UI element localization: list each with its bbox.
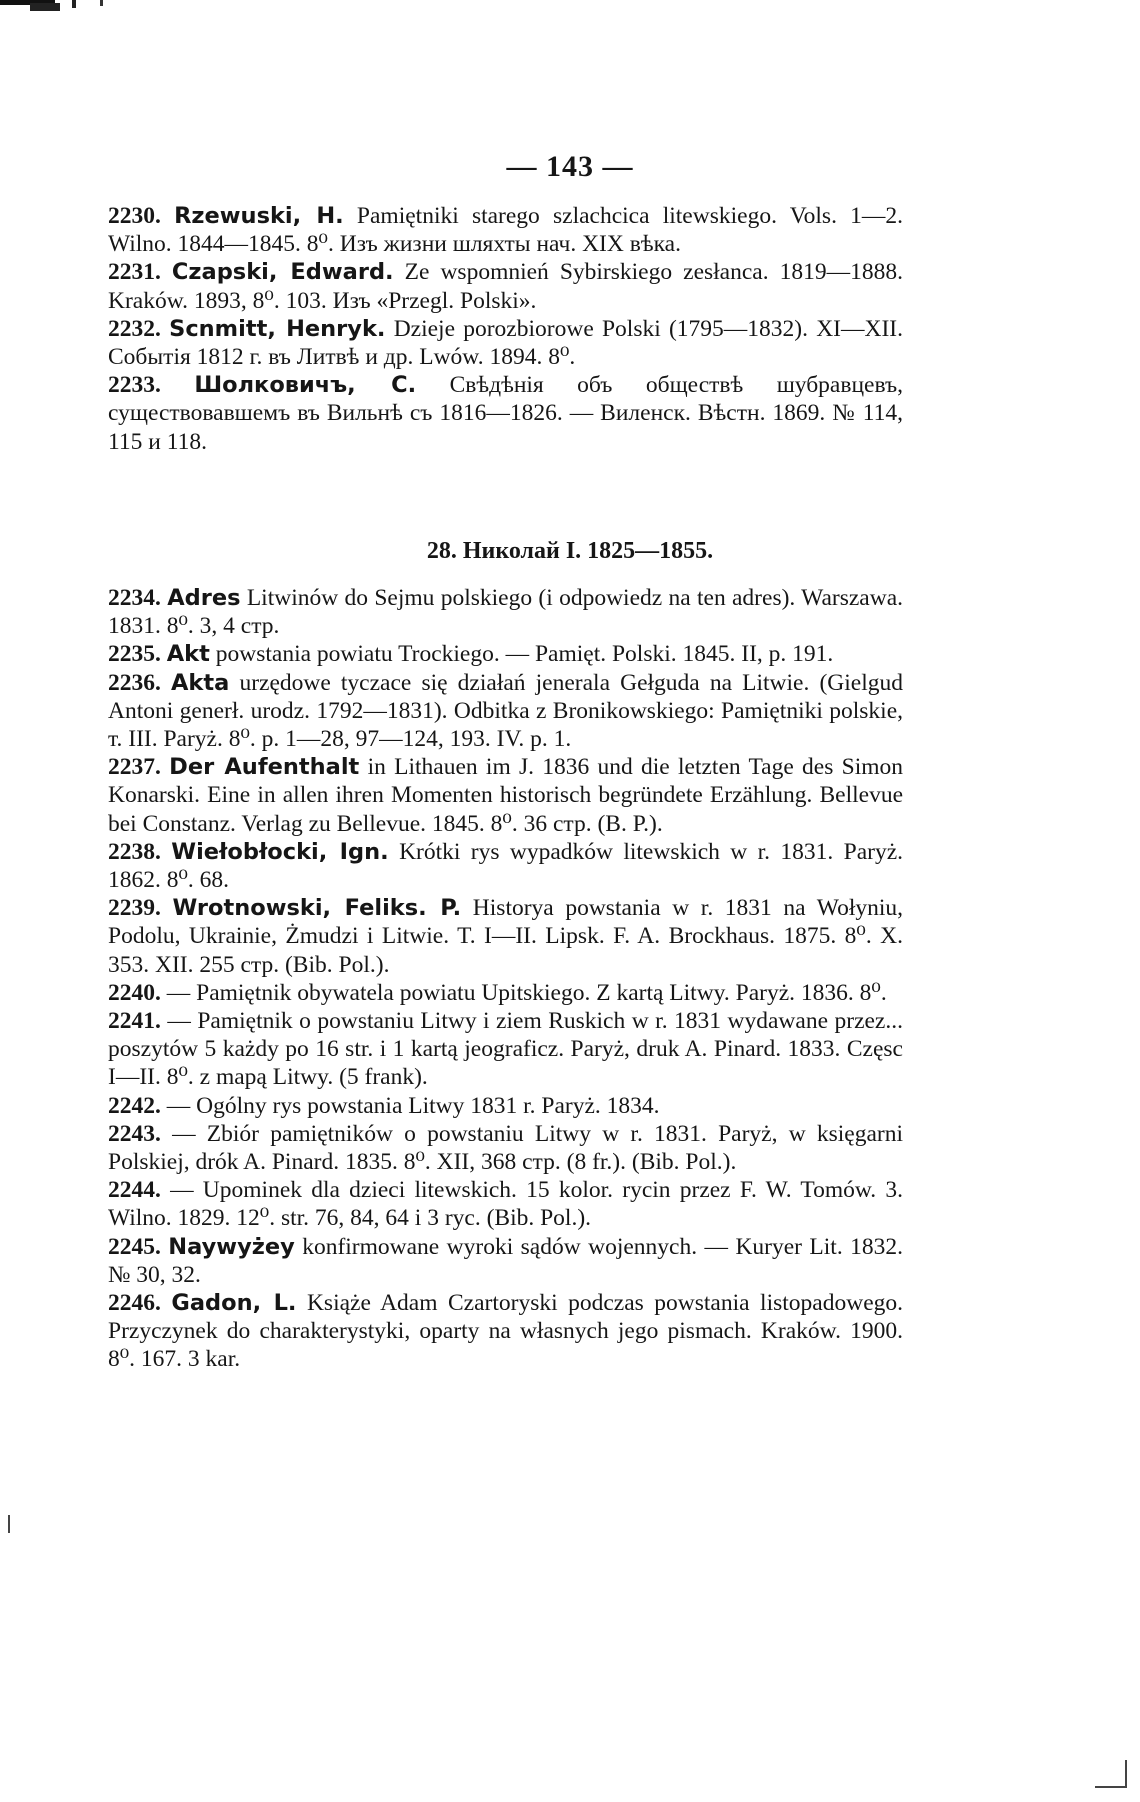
entry-author: Naywyżey <box>168 1233 295 1260</box>
entry-number: 2235. <box>108 641 161 668</box>
entry-number: 2241. <box>108 1008 161 1035</box>
entry-text: powstania powiatu Trockiego. — Pamięt. Polski. 1845. II, p. 191. <box>215 641 834 668</box>
entry-text: Ze wspomnień Sybirskiego zesłanca. 1819—1888. Kraków. 1893, 8⁰. 103. Изъ «Przegl. Polski». <box>108 259 904 314</box>
entry <box>108 640 903 668</box>
entry <box>108 1007 903 1092</box>
entry-text: Litwinów do Sejmu polskiego (i odpowiedz na ten adres). Warszawa. 1831. 8⁰. 3, 4 стр. <box>108 585 904 640</box>
entry-author: Gadon, L. <box>171 1290 297 1317</box>
entry-text: — Pamiętnik o powstaniu Litwy i ziem Ruskich w r. 1831 wydawane przez... poszytów 5 każdy po 16 str. i 1 kartą jeograficz. Paryż, druk A. Pinard. 1833. Częsc I—II. 8⁰. z mapą Litwy. (5 frank). <box>108 1008 903 1091</box>
entry-number: 2238. <box>108 838 161 865</box>
entry-author: Rzewuski, H. <box>174 203 344 229</box>
margin-tick-bottom <box>1095 1786 1125 1788</box>
entry-author: Akta <box>171 669 230 696</box>
entry-number: 2244. <box>108 1177 161 1204</box>
entry-number: 2232. <box>108 315 161 342</box>
entry-author: Scnmitt, Henryk. <box>169 315 386 342</box>
entry <box>108 1289 903 1374</box>
entry-number: 2236. <box>108 669 161 696</box>
entry-number: 2240. <box>108 979 161 1006</box>
entry-number: 2231. <box>108 259 161 286</box>
margin-tick-left <box>8 1515 10 1533</box>
entry-number: 2243. <box>108 1120 161 1147</box>
entry-number: 2246. <box>108 1290 161 1317</box>
entry-number: 2230. <box>108 203 161 229</box>
entries-before <box>108 202 903 456</box>
margin-tick-right <box>1125 1760 1127 1788</box>
entry-text: Свѣдѣнія объ обществѣ шубравцевъ, существовавшемъ въ Вильнѣ съ 1816—1826. — Виленск. Вѣстн. 1869. № 114, 115 и 118. <box>108 372 904 455</box>
entry <box>108 371 903 456</box>
entry <box>108 838 903 894</box>
entry-number: 2245. <box>108 1233 161 1260</box>
entry <box>108 894 903 979</box>
entry-text: — Upominek dla dzieci litewskich. 15 kolor. rycin przez F. W. Tomów. 3. Wilno. 1829. 12⁰. str. 76, 84, 64 i 3 ryc. (Bib. Pol.). <box>108 1177 904 1232</box>
entry-author: Wrotnowski, Feliks. P. <box>172 895 462 922</box>
entry-text: urzędowe tyczace się działań jenerala Gełguda na Litwie. (Gielgud Antoni generł. urodz. 1792—1831). Odbitka z Bronikowskiego: Pamiętniki polskie, т. III. Paryż. 8⁰. p. 1—28, 97—124, 193. IV. p. 1. <box>108 669 904 753</box>
entry-text: — Zbiór pamiętników o powstaniu Litwy w r. 1831. Paryż, w księgarni Polskiej, drók A. Pinard. 1835. 8⁰. XII, 368 стр. (8 fr.). (Bib. Pol.). <box>108 1120 904 1176</box>
entry-number: 2239. <box>108 895 161 922</box>
entry-author: Wiełobłocki, Ign. <box>171 838 389 865</box>
entry-author: Czapski, Edward. <box>171 259 394 286</box>
entry-number: 2237. <box>108 754 161 781</box>
entry <box>108 1092 903 1120</box>
entries-after <box>108 584 903 1374</box>
entry <box>108 753 903 838</box>
entry <box>108 1233 903 1289</box>
entry <box>108 669 903 754</box>
entry <box>108 258 903 314</box>
entry <box>108 202 903 258</box>
entry-text: — Ogólny rys powstania Litwy 1831 r. Paryż. 1834. <box>166 1092 660 1119</box>
entry-number: 2242. <box>108 1092 161 1119</box>
entry-author: Der Aufenthalt <box>169 754 360 781</box>
entry-text: Historya powstania w r. 1831 na Wołyniu, Podolu, Ukrainie, Żmudzi i Litwie. T. I—II. Lipsk. F. A. Brockhaus. 1875. 8⁰. X. 353. XII. 255 стр. (Bib. Pol.). <box>108 895 904 978</box>
entry-author: Akt <box>166 641 210 668</box>
entry <box>108 315 903 371</box>
entry-text: — Pamiętnik obywatela powiatu Upitskiego. Z kartą Litwy. Paryż. 1836. 8⁰. <box>166 979 887 1006</box>
section-heading: 28. Николай I. 1825—1855. <box>426 538 714 564</box>
entry-text: Dzieje porozbiorowe Polski (1795—1832). XI—XII. Событія 1812 г. въ Литвѣ и др. Lwów. 1894. 8⁰. <box>108 315 904 371</box>
entry-text: Pamiętniki starego szlachcica litewskiego. Vols. 1—2. Wilno. 1844—1845. 8⁰. Изъ жизни шляхты нач. XIX вѣка. <box>108 203 904 258</box>
entry-author: Adres <box>167 585 241 611</box>
entry <box>108 979 903 1007</box>
entry-text: Krótki rys wypadków litewskich w r. 1831. Paryż. 1862. 8⁰. 68. <box>108 838 904 894</box>
entry-author: Шолковичъ, С. <box>194 372 417 399</box>
entry-number: 2234. <box>108 585 161 611</box>
scan-artifact-mark <box>0 0 120 14</box>
entry-text: in Lithauen im J. 1836 und die letzten Tage des Simon Konarski. Eine in allen ihren Momenten historisch begründete Erzählung. Bellevue bei Constanz. Verlag zu Bellevue. 1845. 8⁰. 36 стр. (B. P.). <box>108 754 904 837</box>
entry <box>108 584 903 640</box>
page-number: — 143 — <box>506 150 634 183</box>
entry-number: 2233. <box>108 372 161 399</box>
entry-text: Książe Adam Czartoryski podczas powstania listopadowego. Przyczynek do charakterystyki, oparty na własnych jego pismach. Kraków. 1900. 8⁰. 167. 3 kar. <box>108 1290 903 1373</box>
entry <box>108 1120 903 1176</box>
entry <box>108 1176 903 1232</box>
entry-text: konfirmowane wyroki sądów wojennych. — Kuryer Lit. 1832. № 30, 32. <box>108 1233 903 1288</box>
